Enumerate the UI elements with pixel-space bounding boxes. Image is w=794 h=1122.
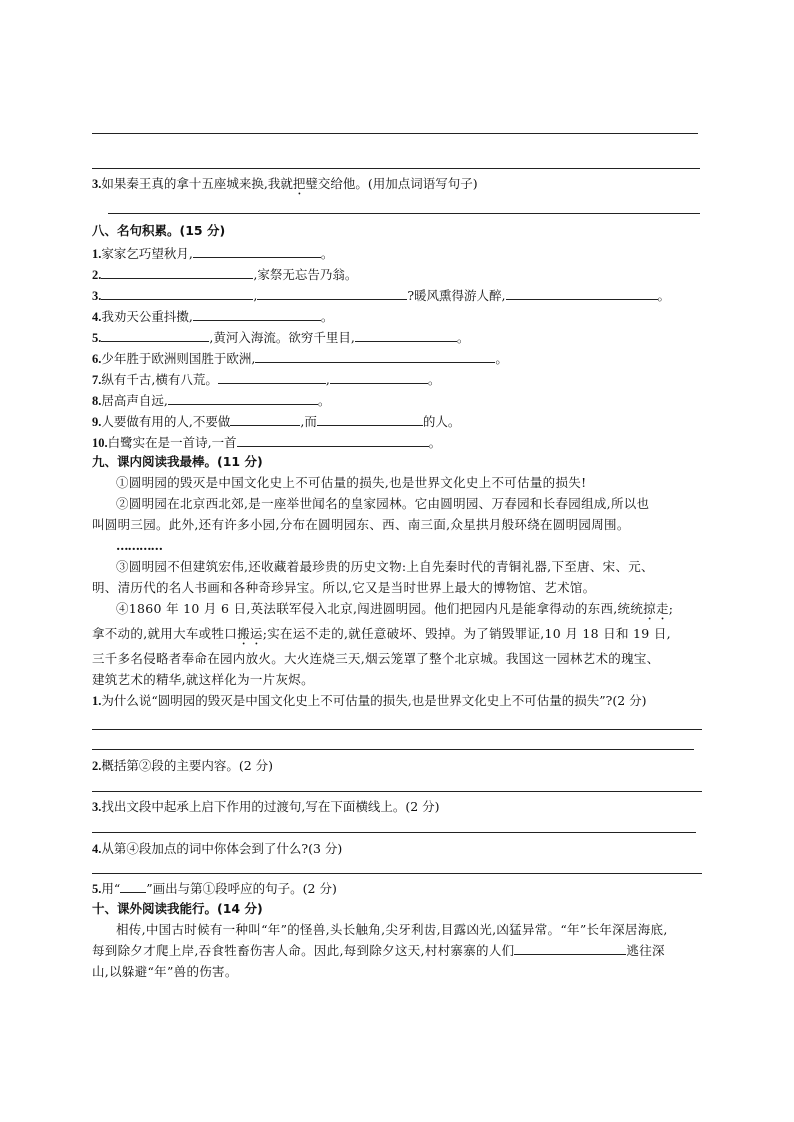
passage-paragraph-3-cont: 明、清历代的名人书画和各种奇珍异宝。所以,它又是当时世界上最大的博物馆、艺术馆。: [92, 580, 596, 595]
section-10-title: 十、课外阅读我能行。(14 分): [92, 901, 263, 916]
fill-blank[interactable]: [218, 370, 326, 384]
fill-blank[interactable]: [101, 328, 209, 342]
answer-line: [92, 168, 700, 169]
answer-line: [92, 791, 702, 792]
fill-item-3: 3. , ?暖风熏得游人醉, 。: [92, 288, 671, 303]
fill-blank[interactable]: [193, 244, 321, 258]
passage-paragraph-3: ③圆明园不但建筑宏伟,还收藏着最珍贵的历史文物:上自先秦时代的青铜礼器,下至唐、宋、元、: [116, 559, 654, 574]
fill-blank[interactable]: [101, 286, 253, 300]
fill-blank[interactable]: [330, 370, 428, 384]
reading-question-3: 3.找出文段中起承上启下作用的过渡句,写在下面横线上。(2 分): [92, 799, 440, 814]
extra-reading-passage: [92, 919, 704, 982]
fill-item-9: 9.人要做有用的人,不要做 ,而 的人。: [92, 414, 461, 429]
fill-item-7: 7.纵有千古,横有八荒。 , 。: [92, 372, 441, 387]
passage-paragraph-1: ①圆明园的毁灭是中国文化史上不可估量的损失,也是世界文化史上不可估量的损失!: [116, 475, 587, 490]
fill-blank[interactable]: [230, 412, 300, 426]
fill-item-10: 10.白鹭实在是一首诗,一首 。: [92, 435, 442, 450]
passage-paragraph-4-cont: 三千多名侵略者奉命在园内放火。大火连烧三天,烟云笼罩了整个北京城。我国这一园林艺术的瑰宝、: [92, 651, 660, 666]
reading-passage: [92, 472, 704, 690]
dotted-word: 搬运: [237, 626, 263, 641]
fill-item-1: 1.家家乞巧望秋月, 。: [92, 246, 334, 261]
ellipsis: …………: [116, 538, 162, 553]
answer-line: [92, 749, 694, 750]
fill-blank[interactable]: [506, 286, 658, 300]
fill-item-8: 8.居高声自远, 。: [92, 393, 331, 408]
extra-paragraph-line: 相传,中国古时候有一种叫“年”的怪兽,头长触角,尖牙利齿,目露凶光,凶猛异常。“年”长年深居海底,: [116, 922, 668, 937]
fill-blank[interactable]: [193, 307, 321, 321]
reading-question-5: 5.用“ ”画出与第①段呼应的句子。(2 分): [92, 881, 337, 896]
answer-line: [108, 213, 700, 214]
reading-question-2: 2.概括第②段的主要内容。(2 分): [92, 758, 274, 773]
passage-paragraph-2-cont: 叫圆明三园。此外,还有许多小园,分布在圆明园东、西、南三面,众星拱月般环绕在圆明园周围。: [92, 517, 630, 532]
fill-item-2: 2. ,家祭无忘告乃翁。: [92, 267, 358, 282]
fill-blank[interactable]: [257, 286, 407, 300]
answer-line: [92, 133, 698, 134]
fill-blank[interactable]: [168, 391, 318, 405]
underline-mark: [120, 880, 146, 893]
answer-line: [92, 832, 696, 833]
fill-item-4: 4.我劝天公重抖擞, 。: [92, 309, 334, 324]
fill-blank[interactable]: [355, 328, 457, 342]
reading-question-4: 4.从第④段加点的词中你体会到了什么?(3 分): [92, 841, 343, 856]
fill-item-5: 5. ,黄河入海流。欲穷千里目, 。: [92, 330, 470, 345]
passage-paragraph-2: ②圆明园在北京西北郊,是一座举世闻名的皇家园林。它由圆明园、万春园和长春园组成,所以也: [116, 496, 650, 511]
answer-line: [92, 873, 702, 874]
passage-paragraph-4-cont: 建筑艺术的精华,就这样化为一片灰烬。: [92, 672, 314, 687]
reading-question-1: 1.为什么说“圆明园的毁灭是中国文化史上不可估量的损失,也是世界文化史上不可估量的损失”?(2 分): [92, 693, 647, 708]
extra-paragraph-line: 每到除夕才爬上岸,吞食牲畜伤害人命。因此,每到除夕这天,村村寨寨的人们 逃往深: [92, 943, 665, 958]
dotted-word: 掠走: [643, 601, 669, 616]
answer-line: [92, 729, 702, 730]
fill-blank[interactable]: [101, 265, 253, 279]
section-9-title: 九、课内阅读我最棒。(11 分): [92, 454, 263, 469]
extra-paragraph-line: 山,以躲避“年”兽的伤害。: [92, 964, 238, 979]
passage-paragraph-4: ④1860 年 10 月 6 日,英法联军侵入北京,闯进圆明园。他们把园内凡是能拿得动的东西,统统掠走;: [116, 601, 674, 616]
section-8-title: 八、名句积累。(15 分): [92, 223, 226, 238]
fill-blank[interactable]: [514, 941, 626, 955]
fill-blank[interactable]: [255, 349, 495, 363]
question-3: 3.如果秦王真的拿十五座城来换,我就把璧交给他。(用加点词语写句子): [92, 176, 478, 191]
passage-paragraph-4-cont: 拿不动的,就用大车或牲口搬运;实在运不走的,就任意破坏、毁掉。为了销毁罪证,10 月 18 日和 19 日,: [92, 626, 671, 641]
fill-blank[interactable]: [317, 412, 423, 426]
fill-item-6: 6.少年胜于欧洲则国胜于欧洲, 。: [92, 351, 508, 366]
fill-blank[interactable]: [237, 433, 429, 447]
